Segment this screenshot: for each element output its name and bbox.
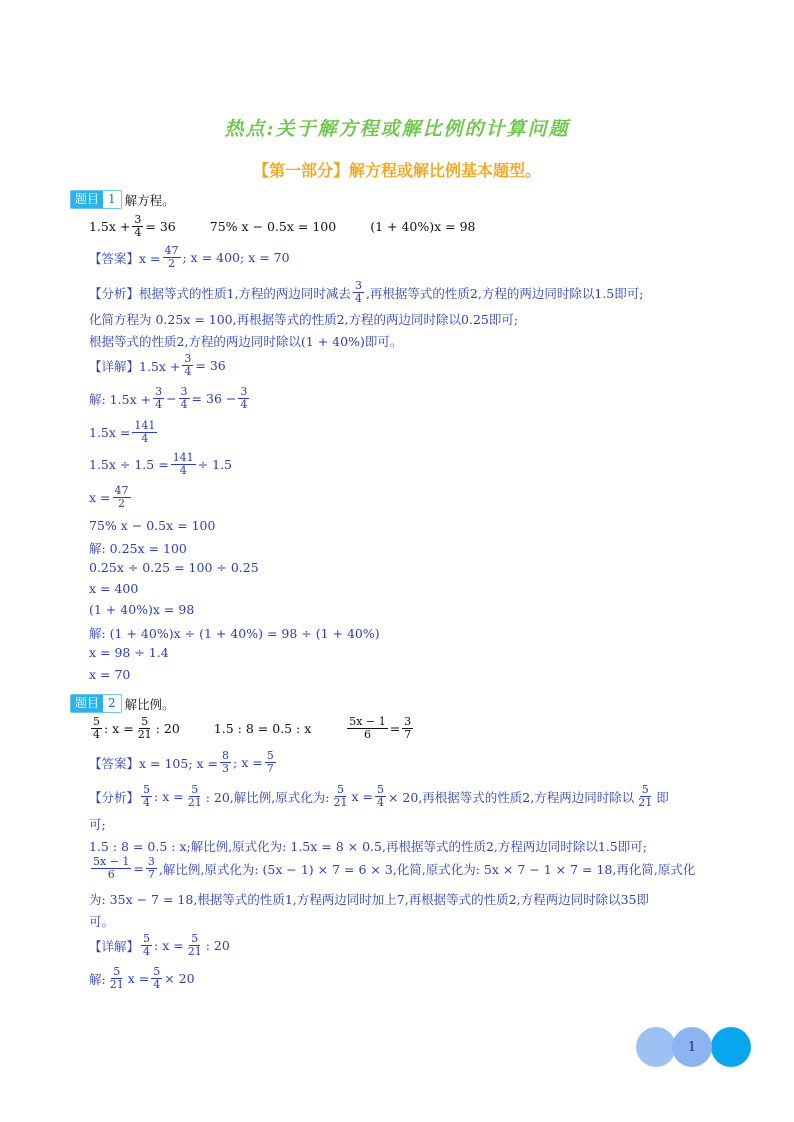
page-circle-right (711, 1027, 751, 1067)
detail-text: × 20 (164, 971, 195, 986)
answer-pre: 【答案】x = 105; x = (89, 755, 219, 771)
analysis-pre: 【分析】根据等式的性质1,方程的两边同时减去 (89, 285, 351, 301)
fraction: $\frac{5}{4}$ (143, 783, 151, 809)
q2-answer (89, 750, 278, 775)
q2-analysis-line-6: 可。 (89, 914, 115, 929)
fraction: $\frac{8}{3}$ (222, 749, 230, 775)
fraction: $\frac{5x - 1}{6}$ (93, 855, 130, 881)
q1-analysis-line-3: 根据等式的性质2,方程的两边同时除以(1 + 40%)即可。 (89, 334, 403, 349)
eq2: 75% x − 0.5x = 100 (209, 219, 337, 234)
q1-analysis-line-2: 化简方程为 0.25x = 100,再根据等式的性质2,方程的两边同时除以0.25即可; (89, 312, 519, 327)
q1-step-5: 75% x − 0.5x = 100 (89, 518, 216, 533)
q1-step-6: 解: 0.25x = 100 (89, 541, 187, 556)
fraction: $\frac{3}{4}$ (180, 385, 188, 411)
fraction: $\frac{5x - 1}{6}$ (349, 715, 386, 741)
page-title: 热点:关于解方程或解比例的计算问题 (224, 118, 570, 140)
analysis-text: ,解比例,原式化为: (5x − 1) × 7 = 6 × 3,化简,原式化为: 5x × 7 − 1 × 7 = 18,再化简,原式化 (158, 861, 696, 877)
q2-analysis-line-5: 为: 35x − 7 = 18,根据等式的性质1,方程两边同时加上7,再根据等式的性质2,方程两边同时除以35即 (89, 892, 649, 907)
fraction: $\frac{5}{21}$ (638, 783, 653, 809)
q1-step-8: x = 400 (89, 581, 139, 596)
fraction: $\frac{141}{4}$ (134, 419, 156, 445)
fraction: $\frac{3}{4}$ (240, 385, 248, 411)
page-number-badge (636, 1027, 751, 1067)
fraction: $\frac{3}{4}$ (155, 385, 163, 411)
fraction: $\frac{5}{4}$ (93, 715, 100, 741)
question-badge-number: 2 (103, 695, 121, 712)
page-number: 1 (672, 1027, 712, 1067)
question-1-header (70, 190, 175, 209)
detail-text: : 20 (205, 938, 230, 953)
fraction: $\frac{5}{21}$ (333, 783, 348, 809)
q1-answer (89, 245, 290, 270)
answer-post: ; x = 400; x = 70 (182, 250, 290, 265)
question-2-header (70, 694, 175, 713)
q1-step-12: x = 70 (89, 667, 131, 682)
eq-text: = (389, 721, 401, 736)
fraction: $\frac{47}{2}$ (114, 484, 129, 510)
q1-analysis-line-1 (89, 280, 643, 305)
analysis-text: x = (351, 789, 373, 804)
section-subtitle: 【第一部分】解方程或解比例基本题型。 (252, 161, 541, 180)
q2-equations (89, 716, 415, 741)
step-text: ÷ 1.5 (197, 457, 233, 472)
q1-step-11: x = 98 ÷ 1.4 (89, 645, 169, 660)
analysis-text: : 20,解比例,原式化为: (205, 789, 330, 805)
question-badge-label: 题目 (71, 695, 103, 712)
q2-analysis-line-2: 可; (89, 817, 106, 832)
fraction: $\frac{5}{4}$ (376, 783, 384, 809)
q1-step-7: 0.25x ÷ 0.25 = 100 ÷ 0.25 (89, 560, 259, 575)
fraction: $\frac{5}{21}$ (109, 965, 124, 991)
detail-text: : x = (154, 938, 184, 953)
q1-step-9: (1 + 40%)x = 98 (89, 602, 195, 617)
q1-equations (89, 214, 475, 239)
detail-text: 解: (89, 971, 106, 987)
eq1-post: = 36 (145, 219, 176, 234)
page-circle-left (636, 1027, 676, 1067)
step-text: − (166, 391, 177, 406)
answer-pre: 【答案】x = (89, 250, 161, 266)
analysis-text: : x = (154, 789, 184, 804)
eq-text: 1.5 : 8 = 0.5 : x (213, 721, 312, 736)
q1-step-3 (89, 452, 232, 477)
fraction: $\frac{5}{21}$ (137, 715, 152, 741)
question-badge-number: 1 (103, 191, 121, 208)
fraction: $\frac{5}{4}$ (153, 965, 161, 991)
question-badge (70, 190, 122, 209)
q2-analysis-line-1 (89, 784, 669, 809)
q2-analysis-line-4 (89, 856, 695, 881)
fraction: $\frac{47}{2}$ (164, 244, 179, 270)
q1-step-4 (89, 485, 133, 510)
step-text: = 36 − (191, 391, 237, 406)
analysis-text: × 20,再根据等式的性质2,方程两边同时除以 (387, 789, 635, 805)
analysis-post: ,再根据等式的性质2,方程的两边同时除以1.5即可; (365, 285, 644, 301)
analysis-text: 【分析】 (89, 789, 140, 805)
fraction: $\frac{3}{4}$ (134, 213, 142, 239)
step-text: 1.5x ÷ 1.5 = (89, 457, 169, 472)
detail-post: = 36 (195, 358, 226, 373)
fraction: $\frac{5}{21}$ (187, 932, 202, 958)
question-prompt: 解方程。 (124, 192, 175, 208)
fraction: $\frac{141}{4}$ (172, 451, 194, 477)
eq-text: : 20 (155, 721, 180, 736)
step-text: 1.5x = (89, 425, 131, 440)
q2-detail-step-1 (89, 966, 195, 991)
fraction: $\frac{5}{4}$ (143, 932, 151, 958)
answer-mid: ; x = (233, 755, 263, 770)
question-badge (70, 694, 122, 713)
detail-text: 【详解】 (89, 938, 140, 954)
fraction: $\frac{3}{4}$ (184, 352, 192, 378)
q2-analysis-line-3: 1.5 : 8 = 0.5 : x;解比例,原式化为: 1.5x = 8 × 0.5,再根据等式的性质2,方程两边同时除以1.5即可; (89, 839, 647, 854)
fraction: $\frac{3}{7}$ (404, 715, 412, 741)
q1-step-1 (89, 386, 251, 411)
eq1-pre: 1.5x + (89, 219, 131, 234)
eq3: (1 + 40%)x = 98 (370, 219, 476, 234)
analysis-text: = (133, 861, 144, 876)
detail-text: x = (127, 971, 150, 986)
fraction: $\frac{3}{4}$ (354, 279, 362, 305)
question-badge-label: 题目 (71, 191, 103, 208)
analysis-text: 即 (656, 789, 669, 805)
q1-step-10: 解: (1 + 40%)x ÷ (1 + 40%) = 98 ÷ (1 + 40%) (89, 626, 380, 641)
fraction: $\frac{5}{21}$ (187, 783, 202, 809)
step-text: 解: 1.5x + (89, 391, 152, 407)
q2-detail-header (89, 933, 230, 958)
question-prompt: 解比例。 (124, 696, 175, 712)
detail-pre: 【详解】1.5x + (89, 358, 181, 374)
step-text: x = (89, 490, 111, 505)
q1-detail-header (89, 353, 226, 378)
fraction: $\frac{5}{7}$ (266, 749, 274, 775)
fraction: $\frac{3}{7}$ (147, 855, 155, 881)
q1-step-2 (89, 420, 159, 445)
eq-text: : x = (104, 721, 134, 736)
